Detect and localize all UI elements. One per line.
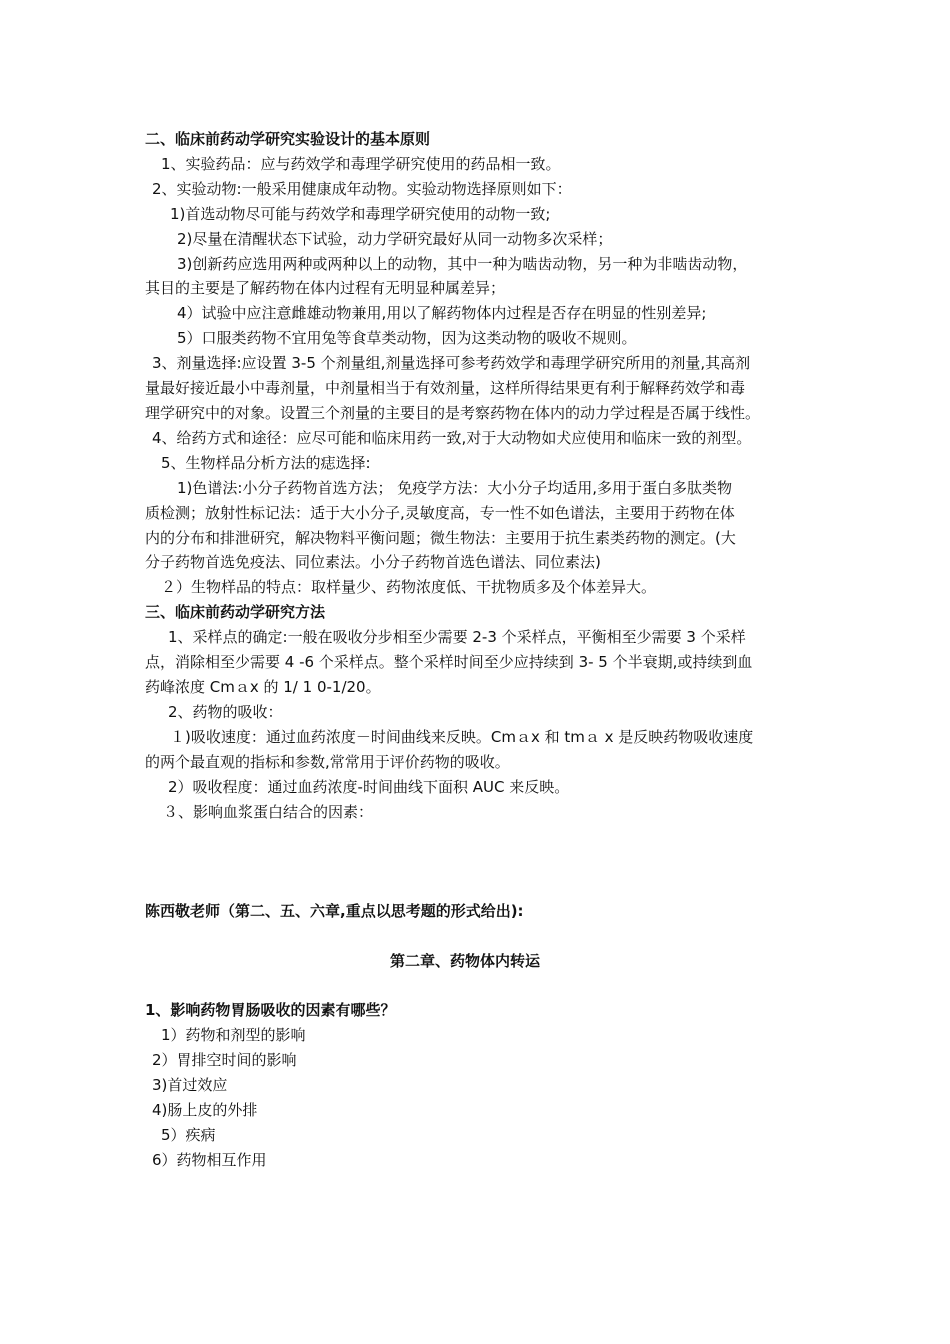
paragraph-continuation: 点，消除相至少需要 4 -6 个采样点。整个采样时间至少应持续到 3- 5 个半衰期,或持续到血 [145, 653, 753, 671]
paragraph-continuation: 内的分布和排泄研究，解决物料平衡问题；微生物法：主要用于抗生素类药物的测定。(大 [145, 529, 736, 547]
list-item: 5）疾病 [161, 1126, 216, 1144]
teacher-heading: 陈西敬老师（第二、五、六章,重点以思考题的形式给出): [145, 902, 524, 920]
list-item: １)吸收速度：通过血药浓度－时间曲线来反映。Cmａx 和 tmａ x 是反映药物吸收速度 [170, 728, 754, 746]
paragraph: 2、药物的吸收： [168, 703, 283, 721]
list-item: 5）口服类药物不宜用兔等食草类动物，因为这类动物的吸收不规则。 [177, 329, 637, 347]
question-heading: 1、影响药物胃肠吸收的因素有哪些？ [145, 1001, 396, 1019]
paragraph-continuation: 其目的主要是了解药物在体内过程有无明显种属差异； [145, 279, 506, 297]
list-item: 1）药物和剂型的影响 [161, 1026, 306, 1044]
paragraph: 5、生物样品分析方法的痣选择: [161, 454, 371, 472]
list-item: 3)首过效应 [152, 1076, 228, 1094]
paragraph-continuation: 理学研究中的对象。设置三个剂量的主要目的是考察药物在体内的动力学过程是否属于线性。 [145, 404, 761, 422]
list-item: 4)肠上皮的外排 [152, 1101, 258, 1119]
paragraph-continuation: 量最好接近最小中毒剂量，中剂量相当于有效剂量，这样所得结果更有利于解释药效学和毒 [145, 379, 746, 397]
paragraph: 2、实验动物:一般采用健康成年动物。实验动物选择原则如下： [152, 180, 572, 198]
list-item: 3)创新药应选用两种或两种以上的动物，其中一种为啮齿动物，另一种为非啮齿动物， [177, 255, 748, 273]
paragraph: 1、采样点的确定:一般在吸收分步相至少需要 2-3 个采样点，平衡相至少需要 3 个采样 [168, 628, 746, 646]
list-item: 1)色谱法:小分子药物首选方法； 免疫学方法：大小分子均适用,多用于蛋白多肽类物 [177, 479, 732, 497]
paragraph: ３、影响血浆蛋白结合的因素： [163, 803, 374, 821]
list-item: 2)尽量在清醒状态下试验，动力学研究最好从同一动物多次采样； [177, 230, 613, 248]
list-item: 6）药物相互作用 [152, 1151, 267, 1169]
paragraph: 4、给药方式和途径：应尽可能和临床用药一致,对于大动物如犬应使用和临床一致的剂型。 [152, 429, 752, 447]
list-item: 4）试验中应注意雌雄动物兼用,用以了解药物体内过程是否存在明显的性别差异; [177, 304, 707, 322]
list-item: 1)首选动物尽可能与药效学和毒理学研究使用的动物一致; [170, 205, 551, 223]
chapter-title: 第二章、药物体内转运 [390, 952, 541, 970]
paragraph: 1、实验药品：应与药效学和毒理学研究使用的药品相一致。 [161, 155, 561, 173]
section-heading: 三、临床前药动学研究方法 [145, 603, 326, 621]
paragraph: 3、剂量选择:应设置 3-5 个剂量组,剂量选择可参考药效学和毒理学研究所用的剂量,其高剂 [152, 354, 751, 372]
list-item: ２）生物样品的特点：取样量少、药物浓度低、干扰物质多及个体差异大。 [161, 578, 657, 596]
paragraph-continuation: 质检测；放射性标记法：适于大小分子,灵敏度高，专一性不如色谱法，主要用于药物在体 [145, 504, 735, 522]
section-heading: 二、临床前药动学研究实验设计的基本原则 [145, 130, 431, 148]
paragraph-continuation: 的两个最直观的指标和参数,常常用于评价药物的吸收。 [145, 753, 510, 771]
paragraph-continuation: 药峰浓度 Cmａx 的 1/ 1 0-1/20。 [145, 678, 381, 696]
paragraph-continuation: 分子药物首选免疫法、同位素法。小分子药物首选色谱法、同位素法) [145, 553, 601, 571]
list-item: 2）吸收程度：通过血药浓度-时间曲线下面积 AUC 来反映。 [168, 778, 570, 796]
list-item: 2）胃排空时间的影响 [152, 1051, 297, 1069]
